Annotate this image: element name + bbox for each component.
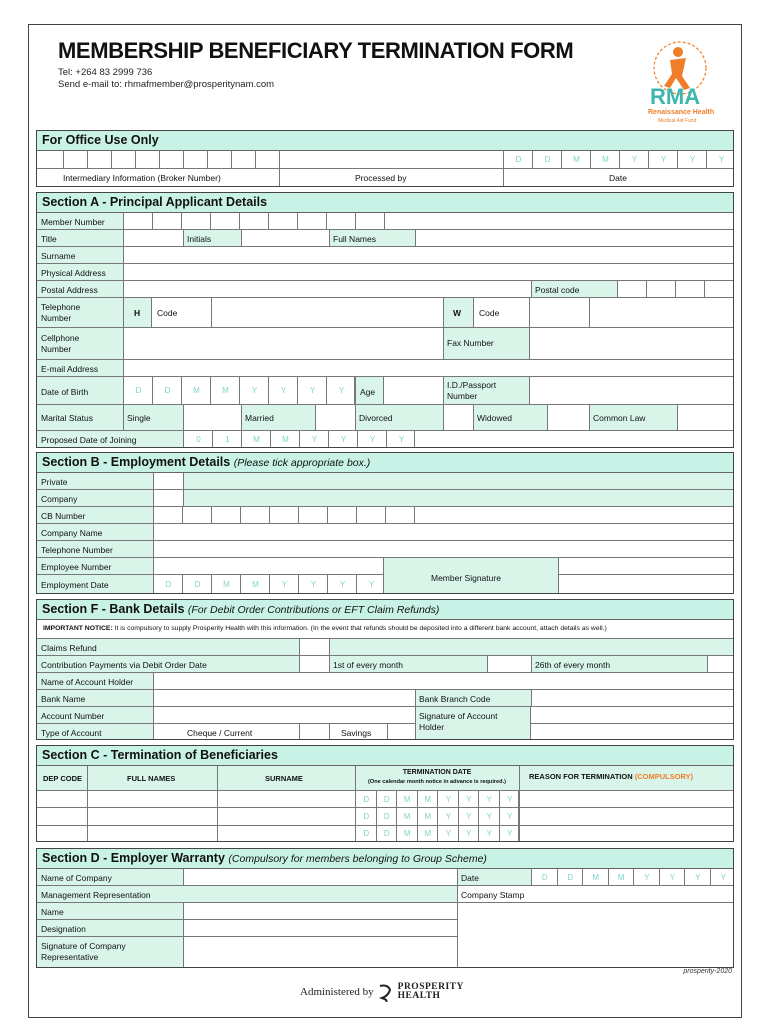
date-digit-cell[interactable] xyxy=(182,575,211,594)
date-placeholder: Y xyxy=(445,811,451,821)
section-a-title: Section A - Principal Applicant Details xyxy=(37,193,733,213)
digit-box[interactable] xyxy=(181,213,210,230)
termination-date-header: TERMINATION DATE xyxy=(402,769,472,776)
section-d-title xyxy=(37,849,733,869)
company-label: Company xyxy=(41,494,78,504)
cellphone-field[interactable] xyxy=(123,328,124,359)
proposed-date-label: Proposed Date of Joining xyxy=(41,435,137,445)
date-placeholder: M xyxy=(252,580,259,589)
date-placeholder: M xyxy=(424,794,432,804)
home-h-label: H xyxy=(134,308,141,318)
digit-box[interactable] xyxy=(327,507,356,524)
married-label: Married xyxy=(245,413,274,423)
surname-label: Surname xyxy=(41,251,76,261)
termination-date-note: (One calendar month notice in advance is required.) xyxy=(367,779,506,785)
administered-by xyxy=(300,982,464,1002)
postal-address-field[interactable] xyxy=(123,281,124,297)
date-placeholder: Y xyxy=(338,386,345,395)
designation-field[interactable] xyxy=(183,920,184,936)
dob-cells[interactable] xyxy=(37,377,733,404)
date-placeholder: D xyxy=(383,794,390,804)
date-digit-cell[interactable] xyxy=(328,431,357,448)
date-digit-cell[interactable] xyxy=(355,791,376,808)
section-f-heading: Section F - Bank Details xyxy=(42,602,185,616)
digit-box[interactable] xyxy=(240,507,269,524)
digit-box[interactable] xyxy=(326,213,355,230)
date-digit-cell[interactable] xyxy=(648,151,677,169)
date-placeholder: D xyxy=(194,580,201,589)
date-placeholder: M xyxy=(282,435,289,444)
date-digit-cell[interactable] xyxy=(355,826,376,842)
account-holder-field[interactable] xyxy=(153,673,154,689)
digit-box[interactable] xyxy=(414,507,443,524)
employee-number-label: Employee Number xyxy=(41,562,112,572)
savings-label: Savings xyxy=(341,728,372,738)
date-placeholder: Y xyxy=(309,386,316,395)
home-code-label: Code xyxy=(157,308,178,318)
signature-holder-label: Signature of Account Holder xyxy=(419,711,498,732)
section-b-title xyxy=(37,453,733,473)
date-digit-cell[interactable] xyxy=(619,151,648,169)
section-c xyxy=(36,745,734,842)
date-digit-cell[interactable] xyxy=(458,826,479,842)
digit-box[interactable] xyxy=(211,507,240,524)
date-digit-cell[interactable] xyxy=(437,826,458,842)
fax-label: Fax Number xyxy=(447,338,494,348)
date-placeholder: Y xyxy=(251,386,258,395)
date-placeholder: D xyxy=(164,386,171,395)
marital-status-label: Marital Status xyxy=(41,413,93,423)
date-placeholder: M xyxy=(617,872,625,882)
name-d-field[interactable] xyxy=(183,903,184,919)
member-number-boxes[interactable] xyxy=(37,213,733,229)
date-digit-cell[interactable] xyxy=(706,151,734,169)
cheque-checkbox[interactable] xyxy=(299,724,300,740)
digit-box[interactable] xyxy=(268,213,297,230)
digit-box[interactable] xyxy=(123,213,152,230)
digit-box[interactable] xyxy=(153,507,182,524)
common-law-checkbox[interactable] xyxy=(677,405,678,430)
date-placeholder: Y xyxy=(486,829,492,839)
digit-box[interactable] xyxy=(269,507,298,524)
proposed-date-cells[interactable] xyxy=(37,431,733,448)
digit-box[interactable] xyxy=(152,213,181,230)
married-checkbox[interactable] xyxy=(315,405,316,430)
office-date-label: Date xyxy=(609,173,627,183)
form-title: MEMBERSHIP BENEFICIARY TERMINATION FORM xyxy=(58,38,574,63)
logo-subtitle: Renaissance Health xyxy=(648,109,715,116)
section-f-note: (For Debit Order Contributions or EFT Claim Refunds) xyxy=(187,604,440,616)
dep-code-field[interactable] xyxy=(37,791,87,807)
digit-box[interactable] xyxy=(239,213,268,230)
processed-by-label: Processed by xyxy=(355,173,407,183)
date-placeholder: Y xyxy=(466,794,472,804)
date-digit-cell[interactable] xyxy=(582,869,608,886)
health-word: HEALTH xyxy=(397,991,441,1001)
cheque-label: Cheque / Current xyxy=(187,728,253,738)
date-placeholder: Y xyxy=(311,435,318,444)
single-checkbox[interactable] xyxy=(183,405,184,430)
account-type-label: Type of Account xyxy=(41,728,102,738)
section-c-title: Section C - Termination of Beneficiaries xyxy=(37,746,733,766)
digit-box[interactable] xyxy=(182,507,211,524)
date-digit-cell[interactable] xyxy=(270,431,299,448)
important-notice-bold: IMPORTANT NOTICE: xyxy=(43,625,113,632)
date-digit-cell[interactable] xyxy=(677,151,706,169)
id-field[interactable] xyxy=(529,377,530,404)
widowed-label: Widowed xyxy=(477,413,512,423)
employment-date-label: Employment Date xyxy=(41,580,109,590)
date-placeholder: Y xyxy=(695,872,701,882)
dep-code-header: DEP CODE xyxy=(43,774,83,783)
date-placeholder: Y xyxy=(466,811,472,821)
home-phone-field[interactable] xyxy=(211,298,212,327)
date-placeholder: Y xyxy=(669,872,675,882)
date-digit-cell[interactable] xyxy=(326,377,355,405)
date-digit-cell[interactable] xyxy=(437,791,458,808)
date-digit-cell[interactable] xyxy=(458,791,479,808)
surname-header: SURNAME xyxy=(265,774,303,783)
fax-field[interactable] xyxy=(529,328,530,359)
date-digit-cell[interactable] xyxy=(396,791,417,808)
date-placeholder: Y xyxy=(644,872,650,882)
section-d-heading: Section D - Employer Warranty xyxy=(42,851,225,865)
date-digit-cell[interactable] xyxy=(299,431,328,448)
date-placeholder: D xyxy=(363,811,370,821)
digit-box[interactable] xyxy=(356,507,385,524)
date-placeholder: Y xyxy=(718,155,725,164)
date-placeholder: Y xyxy=(368,580,375,589)
work-w-label: W xyxy=(453,308,462,318)
company-stamp-field[interactable] xyxy=(457,903,734,968)
member-signature-label: Member Signature xyxy=(431,573,501,583)
branch-code-label: Bank Branch Code xyxy=(419,694,491,704)
account-number-label: Account Number xyxy=(41,711,105,721)
company-telephone-label: Telephone Number xyxy=(41,545,113,555)
date-placeholder: M xyxy=(573,155,580,164)
termination-row xyxy=(37,791,733,808)
section-b xyxy=(36,452,734,594)
full-names-field[interactable] xyxy=(415,230,416,246)
branch-code-field[interactable] xyxy=(531,690,532,706)
dep-code-field[interactable] xyxy=(37,826,87,842)
date-digit-cell[interactable] xyxy=(659,869,685,886)
reason-compulsory: (COMPULSORY) xyxy=(634,772,694,781)
date-digit-cell[interactable] xyxy=(327,575,356,594)
date-placeholder: M xyxy=(403,794,411,804)
date-placeholder: M xyxy=(253,435,260,444)
date-digit-cell[interactable] xyxy=(298,575,327,594)
initials-field[interactable] xyxy=(241,230,242,246)
digit-box[interactable] xyxy=(355,213,384,230)
widowed-checkbox[interactable] xyxy=(547,405,548,430)
divorced-checkbox[interactable] xyxy=(443,405,444,430)
date-digit-cell[interactable] xyxy=(212,431,241,448)
twentysixth-checkbox[interactable] xyxy=(707,656,708,672)
dob-label: Date of Birth xyxy=(41,387,89,397)
date-digit-cell[interactable] xyxy=(376,808,397,825)
date-digit-cell[interactable] xyxy=(417,791,438,808)
date-digit-cell[interactable] xyxy=(239,377,268,405)
date-placeholder: Y xyxy=(720,872,726,882)
date-placeholder: Y xyxy=(281,580,288,589)
date-digit-cell[interactable] xyxy=(152,377,181,405)
date-digit-cell[interactable] xyxy=(268,377,297,405)
title-label: Title xyxy=(41,234,57,244)
date-digit-cell[interactable] xyxy=(241,431,270,448)
date-digit-cell[interactable] xyxy=(499,791,520,808)
date-placeholder: M xyxy=(424,811,432,821)
date-placeholder: Y xyxy=(507,794,513,804)
date-placeholder: Y xyxy=(507,811,513,821)
work-phone-field[interactable] xyxy=(589,298,590,327)
date-digit-cell[interactable] xyxy=(357,431,386,448)
age-field[interactable] xyxy=(383,377,384,404)
digit-box[interactable] xyxy=(210,213,239,230)
date-placeholder: Y xyxy=(466,829,472,839)
date-digit-cell[interactable] xyxy=(561,151,590,169)
reason-header-text: REASON FOR TERMINATION xyxy=(529,772,633,781)
office-use-title: For Office Use Only xyxy=(37,131,733,151)
date-placeholder: Y xyxy=(631,155,638,164)
office-use-section xyxy=(36,130,734,187)
date-digit-cell[interactable] xyxy=(417,826,438,842)
telephone-label: Telephone Number xyxy=(41,302,81,323)
date-placeholder: D xyxy=(135,386,142,395)
surname-field[interactable] xyxy=(123,247,124,263)
date-digit-cell[interactable] xyxy=(123,377,152,405)
date-placeholder: M xyxy=(403,829,411,839)
date-placeholder: Y xyxy=(339,580,346,589)
signature-rep-label: Signature of Company Representative xyxy=(41,941,126,962)
company-checkbox[interactable] xyxy=(153,490,154,506)
date-placeholder: M xyxy=(223,580,230,589)
date-placeholder: D xyxy=(165,580,172,589)
termination-row xyxy=(37,826,733,842)
cellphone-label: Cellphone Number xyxy=(41,333,80,354)
prosperity-health-logo xyxy=(398,983,464,1001)
date-digit-cell[interactable] xyxy=(633,869,659,886)
date-digit-cell[interactable] xyxy=(590,151,619,169)
date-placeholder: Y xyxy=(486,794,492,804)
company-name-field[interactable] xyxy=(153,524,154,540)
date-placeholder: D xyxy=(567,872,574,882)
date-digit-cell[interactable] xyxy=(608,869,634,886)
divorced-label: Divorced xyxy=(359,413,393,423)
section-d-note: (Compulsory for members belonging to Group Scheme) xyxy=(228,853,487,865)
date-placeholder: M xyxy=(193,386,200,395)
important-notice-text: It is compulsory to supply Prosperity Health with this information. (In the event that refunds should be deposited into a different bank account, attach details as well.) xyxy=(112,625,607,632)
intermediary-label: Intermediary Information (Broker Number) xyxy=(63,173,221,183)
company-stamp-label: Company Stamp xyxy=(461,890,525,900)
date-placeholder: Y xyxy=(486,811,492,821)
header-tel: Tel: +264 83 2999 736 xyxy=(58,67,153,78)
rma-logo xyxy=(640,30,724,126)
private-label: Private xyxy=(41,477,68,487)
section-b-heading: Section B - Employment Details xyxy=(42,455,231,469)
date-d-label: Date xyxy=(461,873,479,883)
savings-checkbox[interactable] xyxy=(387,724,388,740)
account-number-field[interactable] xyxy=(153,707,154,723)
prosperity-word: PROSPERITY xyxy=(397,982,464,992)
contribution-field[interactable] xyxy=(299,656,300,672)
logo-subtitle-2: Medical Aid Fund xyxy=(658,118,697,124)
date-digit-cell[interactable] xyxy=(269,575,298,594)
date-digit-cell[interactable] xyxy=(478,808,499,825)
section-d xyxy=(36,848,734,968)
email-label: E-mail Address xyxy=(41,364,99,374)
physical-address-field[interactable] xyxy=(123,264,124,280)
claims-refund-checkbox[interactable] xyxy=(299,639,300,655)
signature-holder-field[interactable] xyxy=(531,707,734,740)
full-names-header: FULL NAMES xyxy=(127,774,176,783)
reason-header xyxy=(529,772,693,781)
work-code-label: Code xyxy=(479,308,500,318)
date-digit-cell[interactable] xyxy=(376,826,397,842)
date-digit-cell[interactable] xyxy=(386,431,415,448)
date-digit-cell[interactable] xyxy=(458,808,479,825)
date-digit-cell[interactable] xyxy=(503,151,532,169)
digit-box[interactable] xyxy=(298,507,327,524)
section-f xyxy=(36,599,734,740)
age-label: Age xyxy=(360,387,376,397)
date-digit-cell[interactable] xyxy=(297,377,326,405)
date-digit-cell[interactable] xyxy=(210,377,239,405)
company-telephone-field[interactable] xyxy=(153,541,154,557)
termination-row xyxy=(37,808,733,825)
section-f-title xyxy=(37,600,733,620)
bank-name-label: Bank Name xyxy=(41,694,86,704)
header-email: Send e-mail to: rhmafmember@prosperitynam.com xyxy=(58,79,275,90)
date-digit-cell[interactable] xyxy=(396,826,417,842)
date-digit-cell[interactable] xyxy=(396,808,417,825)
designation-label: Designation xyxy=(41,924,86,934)
date-placeholder: D xyxy=(363,794,370,804)
full-names-label: Full Names xyxy=(333,234,376,244)
section-a xyxy=(36,192,734,448)
contribution-label: Contribution Payments via Debit Order Date xyxy=(41,660,207,670)
date-digit-cell[interactable] xyxy=(532,151,561,169)
bank-name-field[interactable] xyxy=(153,690,154,706)
date-digit-cell[interactable] xyxy=(499,826,520,842)
date-placeholder: M xyxy=(424,829,432,839)
date-digit-cell[interactable] xyxy=(478,791,499,808)
date-digit-cell[interactable] xyxy=(710,869,735,886)
date-digit-cell[interactable] xyxy=(356,575,385,594)
postal-address-label: Postal Address xyxy=(41,285,98,295)
date-placeholder: Y xyxy=(507,829,513,839)
postal-code-label: Postal code xyxy=(535,285,580,295)
date-placeholder: Y xyxy=(398,435,405,444)
account-holder-label: Name of Account Holder xyxy=(41,677,134,687)
email-field[interactable] xyxy=(123,360,124,376)
date-digit-cell[interactable] xyxy=(240,575,269,594)
office-date-cells[interactable] xyxy=(37,151,733,169)
date-placeholder: M xyxy=(222,386,229,395)
id-passport-label: I.D./Passport Number xyxy=(447,380,497,401)
date-d-cells[interactable] xyxy=(37,869,733,885)
date-digit-cell[interactable] xyxy=(499,808,520,825)
member-number-label: Member Number xyxy=(41,217,105,227)
date-placeholder: 0 xyxy=(196,435,201,444)
management-label: Management Representation xyxy=(41,890,151,900)
dep-code-field[interactable] xyxy=(37,808,87,824)
company-name-label: Company Name xyxy=(41,528,103,538)
date-placeholder: M xyxy=(592,872,600,882)
form-code: prosperity-2020 xyxy=(683,968,732,975)
date-placeholder: Y xyxy=(310,580,317,589)
date-digit-cell[interactable] xyxy=(684,869,710,886)
initials-label: Initials xyxy=(187,234,212,244)
date-placeholder: Y xyxy=(445,794,451,804)
member-signature-field[interactable] xyxy=(559,558,734,594)
prosperity-logo-icon xyxy=(378,982,394,1002)
date-placeholder: D xyxy=(383,811,390,821)
date-placeholder: Y xyxy=(660,155,667,164)
signature-rep-field[interactable] xyxy=(183,937,184,968)
date-digit-cell[interactable] xyxy=(478,826,499,842)
date-placeholder: Y xyxy=(369,435,376,444)
date-placeholder: D xyxy=(363,829,370,839)
digit-box[interactable] xyxy=(384,213,413,230)
physical-address-label: Physical Address xyxy=(41,268,106,278)
first-of-month-checkbox[interactable] xyxy=(487,656,488,672)
employee-number-field[interactable] xyxy=(153,558,154,574)
private-checkbox[interactable] xyxy=(153,473,154,489)
date-digit-cell[interactable] xyxy=(183,431,212,448)
section-b-note: (Please tick appropriate box.) xyxy=(233,457,371,469)
date-digit-cell[interactable] xyxy=(417,808,438,825)
cb-number-boxes[interactable] xyxy=(37,507,733,523)
name-d-label: Name xyxy=(41,907,64,917)
digit-box[interactable] xyxy=(297,213,326,230)
date-placeholder: Y xyxy=(340,435,347,444)
first-of-month-label: 1st of every month xyxy=(333,660,403,670)
single-label: Single xyxy=(127,413,151,423)
twentysixth-label: 26th of every month xyxy=(535,660,611,670)
date-placeholder: Y xyxy=(445,829,451,839)
date-placeholder: D xyxy=(541,872,548,882)
date-placeholder: Y xyxy=(280,386,287,395)
date-digit-cell[interactable] xyxy=(181,377,210,405)
date-placeholder: 1 xyxy=(225,435,230,444)
company-name-d-label: Name of Company xyxy=(41,873,112,883)
date-placeholder: Y xyxy=(689,155,696,164)
claims-refund-label: Claims Refund xyxy=(41,643,97,653)
common-law-label: Common Law xyxy=(593,413,646,423)
date-digit-cell[interactable] xyxy=(437,808,458,825)
digit-box[interactable] xyxy=(385,507,414,524)
cb-number-label: CB Number xyxy=(41,511,86,521)
administered-by-text: Administered by xyxy=(300,986,374,998)
important-notice xyxy=(43,625,607,632)
date-placeholder: D xyxy=(544,155,551,164)
date-placeholder: D xyxy=(383,829,390,839)
date-digit-cell[interactable] xyxy=(211,575,240,594)
date-digit-cell[interactable] xyxy=(531,869,557,886)
logo-rma-text: RMA xyxy=(650,84,701,109)
date-placeholder: M xyxy=(403,811,411,821)
date-digit-cell[interactable] xyxy=(376,791,397,808)
date-digit-cell[interactable] xyxy=(557,869,583,886)
date-digit-cell[interactable] xyxy=(355,808,376,825)
date-placeholder: D xyxy=(515,155,522,164)
date-digit-cell[interactable] xyxy=(153,575,182,594)
date-placeholder: M xyxy=(602,155,609,164)
